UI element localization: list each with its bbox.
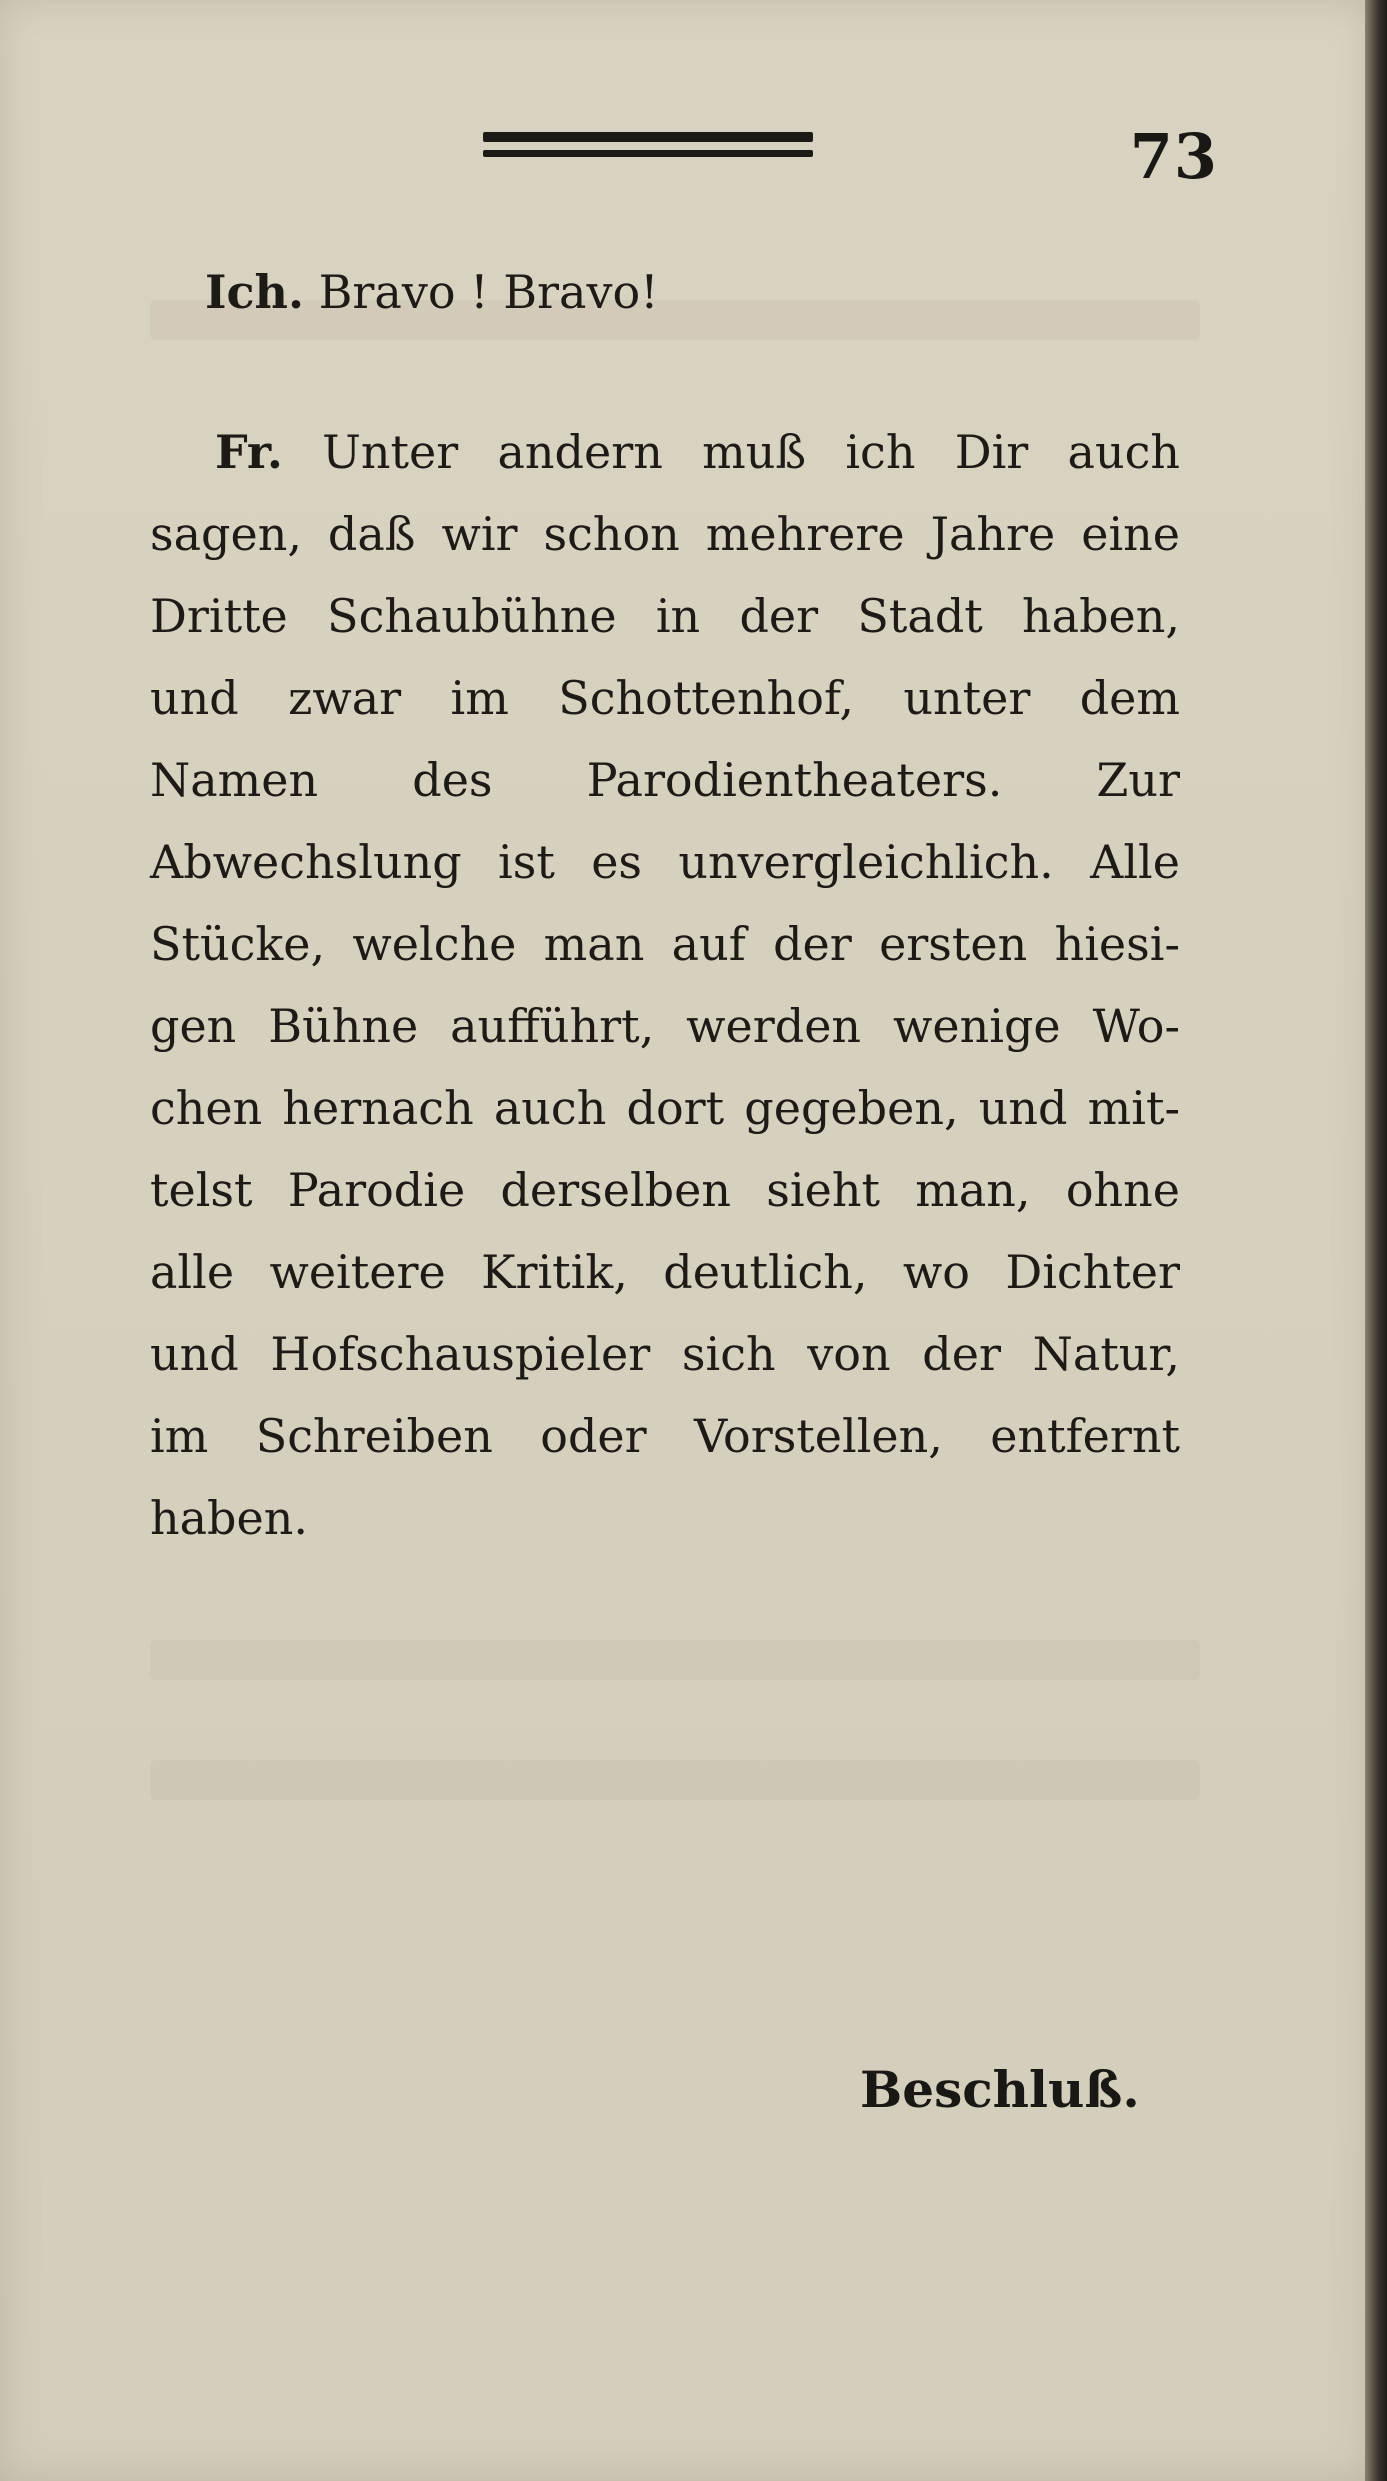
page-number: 73 (1129, 120, 1218, 193)
closing-word: Beschluß. (860, 2060, 1140, 2119)
paragraph-line-8: gen Bühne aufführt, werden wenige Wo- (150, 999, 1180, 1053)
paragraph-line-1 (215, 422, 1180, 482)
bleed-through (150, 1640, 1200, 1680)
paragraph-line-6: Abwechslung ist es unvergleichlich. Alle (150, 835, 1180, 889)
header-rule-top (483, 132, 813, 142)
paragraph-line-13: im Schreiben oder Vorstellen, entfernt (150, 1409, 1180, 1463)
paragraph-line-3: Dritte Schaubühne in der Stadt haben, (150, 589, 1180, 643)
header-rule-bottom (483, 150, 813, 157)
paragraph-line-11: alle weitere Kritik, deutlich, wo Dichter (150, 1245, 1180, 1299)
paragraph-text: Unter andern muß ich Dir auch (322, 425, 1180, 479)
speaker-fr: Fr. (215, 425, 283, 479)
paragraph-line-5: Namen des Parodientheaters. Zur (150, 753, 1180, 807)
bleed-through (150, 1760, 1200, 1800)
speaker-ich: Ich. (205, 265, 304, 319)
dialogue-line-ich (205, 262, 659, 322)
paragraph-line-10: telst Parodie derselben sieht man, ohne (150, 1163, 1180, 1217)
paragraph-line-14: haben. (150, 1491, 308, 1545)
paragraph-line-7: Stücke, welche man auf der ersten hiesi- (150, 917, 1180, 971)
paragraph-line-9: chen hernach auch dort gegeben, und mit- (150, 1081, 1180, 1135)
paragraph-line-2: sagen, daß wir schon mehrere Jahre eine (150, 507, 1180, 561)
dialogue-text: Bravo ! Bravo! (318, 265, 659, 319)
page-edge (1365, 0, 1387, 2481)
paragraph-line-12: und Hofschauspieler sich von der Natur, (150, 1327, 1180, 1381)
paragraph-line-4: und zwar im Schottenhof, unter dem (150, 671, 1180, 725)
